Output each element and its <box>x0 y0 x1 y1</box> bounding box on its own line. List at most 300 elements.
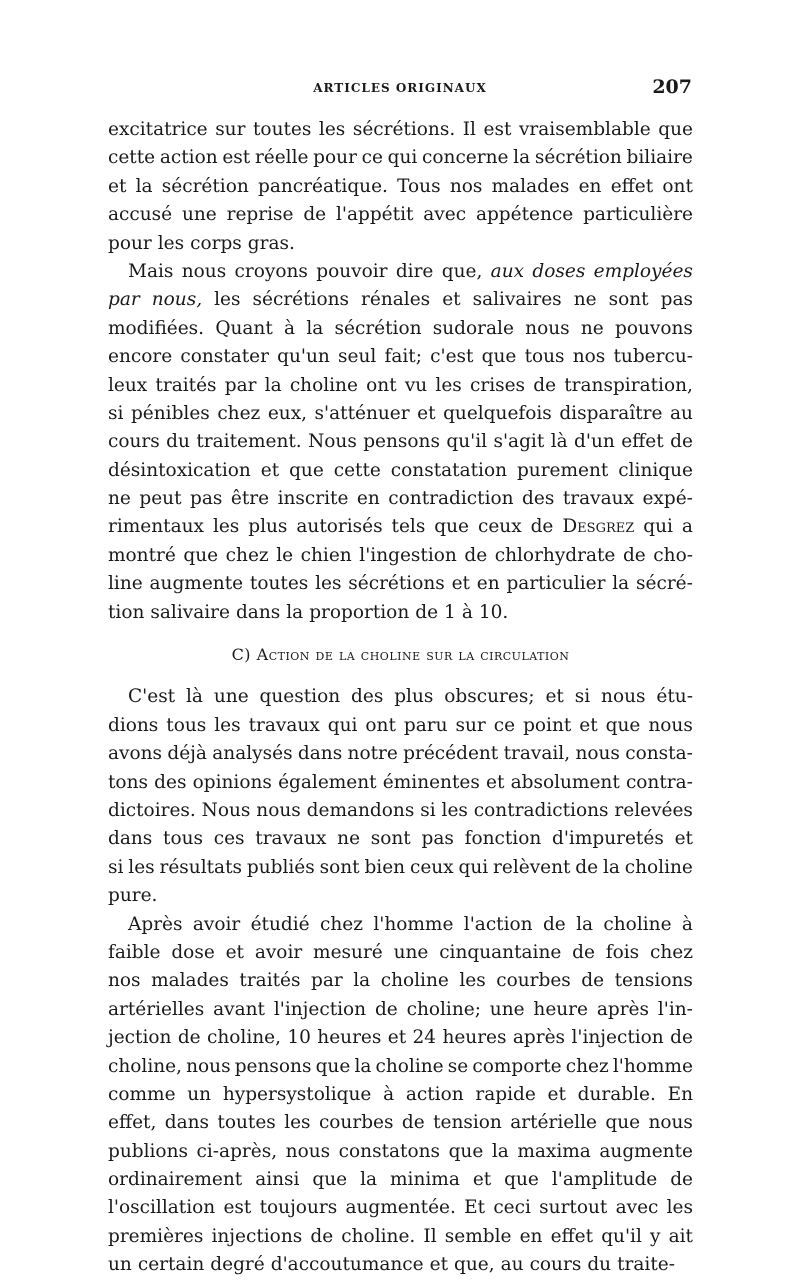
word: eux, <box>267 402 308 424</box>
word: ont <box>365 714 396 736</box>
paragraph-p3 <box>108 683 693 910</box>
text-line <box>108 769 693 797</box>
word: à <box>383 1083 395 1105</box>
word: 24 <box>412 1027 437 1049</box>
word: des <box>154 771 187 793</box>
word: que, <box>454 1254 495 1276</box>
word: contradictions <box>473 799 609 821</box>
word: être <box>230 488 270 510</box>
word: fois <box>605 941 640 963</box>
word: de <box>572 941 595 963</box>
word: par <box>108 289 140 311</box>
word: désintoxication <box>108 459 251 481</box>
word: durable. <box>577 1083 656 1105</box>
word: pensons <box>363 431 440 453</box>
word: des <box>351 686 384 708</box>
text-line <box>108 315 693 343</box>
word: comme <box>108 1083 176 1105</box>
paragraph-p1 <box>108 116 693 258</box>
word: 10 <box>287 1027 311 1049</box>
word: nous <box>181 260 227 282</box>
word: à <box>461 601 473 623</box>
word: de <box>530 516 554 538</box>
word: ce <box>361 147 383 169</box>
word: que <box>605 1112 641 1134</box>
word: quelquefois <box>443 402 552 424</box>
word: leux <box>108 374 148 396</box>
word: faible <box>108 941 161 963</box>
word: que <box>289 459 324 481</box>
word: toujours <box>259 1197 338 1219</box>
word: à <box>284 317 296 339</box>
word: qui <box>643 516 673 538</box>
word: travaux <box>255 828 327 850</box>
word: l'injection <box>571 1027 664 1049</box>
word: sur <box>215 119 246 140</box>
word: et <box>225 941 244 963</box>
word: fonction <box>464 828 542 850</box>
word: constatation <box>390 459 508 481</box>
word: modifiées. <box>108 317 205 339</box>
word: relevées <box>614 799 693 821</box>
word: pancréatique. <box>258 175 388 197</box>
word: artérielles <box>108 998 205 1020</box>
paragraph-p2 <box>108 258 693 627</box>
word: courbes <box>496 970 571 992</box>
word: salivaires <box>472 289 562 311</box>
word: ne <box>108 488 131 510</box>
word: chez <box>650 941 693 963</box>
text-line <box>108 286 693 314</box>
word: C'est <box>128 686 176 708</box>
word: travaux <box>248 714 320 736</box>
word: pouvoir <box>316 260 388 282</box>
word: que <box>504 1169 539 1191</box>
word: constatons <box>338 1140 441 1162</box>
word: dions <box>108 714 159 736</box>
word: rapide <box>475 1083 536 1105</box>
word: choline <box>624 856 693 878</box>
word: une <box>489 998 525 1020</box>
word: tons <box>108 771 148 793</box>
text-line <box>108 570 693 598</box>
word: question <box>259 686 341 708</box>
word: la <box>135 175 153 197</box>
text-line <box>108 1166 693 1194</box>
word: si <box>574 686 591 708</box>
text-line <box>108 1138 693 1166</box>
text-line <box>108 400 693 428</box>
word: se <box>447 1055 469 1077</box>
word: tels <box>391 516 426 538</box>
word: de <box>670 1027 693 1049</box>
word: un <box>187 1083 212 1105</box>
word: demandons <box>306 799 415 821</box>
word: autorisés <box>296 516 383 538</box>
word: que, <box>441 260 483 282</box>
text-line <box>108 258 693 286</box>
word: que <box>605 714 641 736</box>
word: avoir <box>254 941 303 963</box>
word: semble <box>444 1225 512 1247</box>
text-line <box>108 201 693 229</box>
word: le <box>276 544 294 566</box>
text-line <box>108 542 693 570</box>
word: cette <box>333 459 381 481</box>
word: concerne <box>422 147 509 169</box>
word: et <box>674 828 693 850</box>
word: nous, <box>151 289 203 311</box>
word: ordinairement <box>108 1169 243 1191</box>
word: après <box>512 1027 566 1049</box>
word: l'action <box>463 913 533 935</box>
word: et <box>417 402 436 424</box>
text-line <box>108 599 693 627</box>
word: étu- <box>656 686 693 708</box>
word: ont <box>366 374 397 396</box>
word: réelle <box>254 147 309 169</box>
word: pour <box>313 147 357 169</box>
word: de <box>533 374 557 396</box>
word: sur <box>455 714 486 736</box>
word: obscures; <box>444 686 535 708</box>
word: que <box>315 1055 351 1077</box>
word: contradiction <box>388 488 514 510</box>
word: traitement. <box>196 431 302 453</box>
word: l'in- <box>657 998 693 1020</box>
text-line <box>108 1251 693 1279</box>
word: action <box>405 1083 464 1105</box>
word: tensions <box>614 970 693 992</box>
word: purement <box>516 459 609 481</box>
word: ci-après, <box>196 1140 278 1162</box>
word: pénibles <box>130 402 210 424</box>
word: la <box>491 1140 509 1162</box>
word: effet <box>550 1225 594 1247</box>
word: toutes <box>217 1112 276 1134</box>
word: plus <box>394 686 434 708</box>
text-line <box>108 116 693 144</box>
word: Quant <box>215 317 273 339</box>
word: sont <box>370 828 411 850</box>
word: en <box>476 573 500 595</box>
word: l'homme <box>373 913 454 935</box>
word: de <box>310 1225 334 1247</box>
text-line <box>108 1024 693 1052</box>
page-number: 207 <box>652 76 692 98</box>
word: de <box>464 544 488 566</box>
word: minima <box>390 1169 460 1191</box>
text-line <box>108 513 693 541</box>
text-line <box>108 797 693 825</box>
word: nous <box>648 1112 693 1134</box>
text-line <box>108 457 693 485</box>
word: la <box>612 573 630 595</box>
article-body <box>108 116 693 1280</box>
word: que <box>312 1169 348 1191</box>
word: augmentée. <box>345 1197 456 1219</box>
word: que <box>481 346 517 368</box>
word: tension <box>433 1112 502 1134</box>
word: excitatrice <box>108 119 208 140</box>
word: toutes <box>253 119 312 140</box>
word: pure. <box>108 885 158 907</box>
word: pour <box>108 232 152 254</box>
word: dire <box>395 260 434 282</box>
word: pensons <box>234 1055 312 1077</box>
word: bien <box>364 856 406 878</box>
text-line <box>108 1223 693 1251</box>
word: dans <box>108 828 153 850</box>
word: point <box>523 714 572 736</box>
word: au <box>500 1254 524 1276</box>
word: que <box>448 1140 484 1162</box>
word: injections <box>211 1225 303 1247</box>
word: avons <box>108 743 163 765</box>
text-line <box>108 1194 693 1222</box>
word: que <box>658 119 693 140</box>
word: est <box>223 1197 252 1219</box>
word: relèvent <box>493 856 571 878</box>
word: s'agit <box>493 431 545 453</box>
word: de <box>415 601 439 623</box>
text-line <box>108 144 693 172</box>
word: traités <box>155 374 217 396</box>
word: gras. <box>247 232 295 254</box>
word: de <box>670 431 693 453</box>
word: accusé <box>108 204 173 226</box>
word: sécrétion <box>534 147 622 169</box>
word: choline. <box>341 1225 416 1247</box>
word: sont <box>608 289 649 311</box>
word: line <box>108 573 143 595</box>
word: vu <box>404 374 428 396</box>
word: hypersystolique <box>222 1083 372 1105</box>
word: ceci <box>493 1197 531 1219</box>
word: ceux <box>477 516 522 538</box>
word: nos <box>449 175 483 197</box>
text-line <box>108 1109 693 1137</box>
word: augmente <box>599 1140 693 1162</box>
word: si <box>108 856 124 878</box>
section-label: C) <box>231 645 257 665</box>
word: travaux <box>562 488 634 510</box>
word: qui <box>387 147 418 169</box>
word: disparaître <box>559 402 663 424</box>
word: tubercu- <box>613 346 693 368</box>
word: cette <box>108 147 156 169</box>
word: proportion <box>309 601 410 623</box>
word: Mais <box>128 260 174 282</box>
word: de <box>177 1027 201 1049</box>
word: effet <box>621 431 664 453</box>
word: et <box>429 1254 449 1276</box>
word: croyons <box>234 260 308 282</box>
word: analysés <box>212 743 293 765</box>
text-line <box>108 1053 693 1081</box>
word: dans <box>235 601 281 623</box>
word: la <box>264 374 282 396</box>
word: les <box>441 799 468 821</box>
word: la <box>513 147 531 169</box>
word: les <box>214 714 241 736</box>
word: traités <box>239 970 301 992</box>
word: la <box>306 317 324 339</box>
word: sécrétions <box>348 573 445 595</box>
word: l'homme <box>612 1055 693 1077</box>
word: tous <box>163 828 203 850</box>
word: sont <box>319 856 360 878</box>
word: courbes <box>318 1112 394 1134</box>
word: heures <box>317 1027 382 1049</box>
word: chlorhydrate <box>494 544 616 566</box>
word: à <box>681 913 693 935</box>
section-title: Action de la choline sur la circulation <box>256 645 570 665</box>
word: une <box>213 686 249 708</box>
word: étudié <box>250 913 310 935</box>
word: après <box>596 998 649 1020</box>
word: de <box>670 1169 693 1191</box>
word: ces <box>213 828 245 850</box>
word: avec <box>615 1197 659 1219</box>
word: nos <box>572 346 606 368</box>
word: et <box>547 1083 566 1105</box>
word: dose <box>171 941 215 963</box>
word: 1 <box>444 601 456 623</box>
word: publiés <box>246 856 315 878</box>
word: la <box>602 856 620 878</box>
word: chez <box>565 1055 609 1077</box>
word: du <box>166 431 190 453</box>
word: vraisemblable <box>518 119 651 140</box>
word: la <box>353 970 371 992</box>
word: contra- <box>625 771 693 793</box>
word: absolument <box>510 771 620 793</box>
word: tion <box>108 601 145 623</box>
word: pas <box>660 289 693 311</box>
word: c'est <box>430 346 474 368</box>
word: nous <box>575 743 620 765</box>
word: sécrétions <box>252 289 350 311</box>
word: sécré- <box>636 573 693 595</box>
word: Nous <box>308 431 357 453</box>
word: 10. <box>478 601 509 623</box>
word: ceux <box>409 856 454 878</box>
text-line <box>108 712 693 740</box>
word: En <box>667 1083 693 1105</box>
word: notre <box>347 743 398 765</box>
word: choline, <box>108 1055 182 1077</box>
section-heading <box>108 641 693 669</box>
word: aux <box>490 260 525 282</box>
word: de <box>575 856 599 878</box>
word: les <box>666 1197 693 1219</box>
word: dans <box>164 1112 210 1134</box>
word: qu'il <box>446 431 488 453</box>
word: et <box>442 289 461 311</box>
word: consta- <box>625 743 693 765</box>
word: travail, <box>503 743 571 765</box>
word: certain <box>137 1254 205 1276</box>
text-line <box>108 173 693 201</box>
word: pouvons <box>615 317 693 339</box>
word: et <box>472 1169 492 1191</box>
word: en <box>578 175 602 197</box>
word: avoir <box>192 913 241 935</box>
word: publions <box>108 1140 188 1162</box>
word: clinique <box>618 459 693 481</box>
word: Il <box>462 119 476 140</box>
word: de <box>303 204 327 226</box>
word: employées <box>593 260 693 282</box>
text-line <box>108 343 693 371</box>
text-line <box>108 683 693 711</box>
word: au <box>670 402 693 424</box>
word: nous <box>285 1140 331 1162</box>
word: sudorale <box>432 317 514 339</box>
text-line <box>108 428 693 456</box>
word: ne <box>337 828 361 850</box>
word: qu'il <box>601 1225 642 1247</box>
word: ne <box>573 289 597 311</box>
word: avec <box>423 204 467 226</box>
word: ce <box>493 714 516 736</box>
word: inscrite <box>277 488 349 510</box>
word: ont <box>662 175 693 197</box>
word: nous <box>186 1055 231 1077</box>
word: y <box>650 1225 661 1247</box>
word: jection <box>108 1027 172 1049</box>
word: d'impuretés <box>552 828 664 850</box>
word: a <box>681 516 693 538</box>
paragraph-p4 <box>108 911 693 1280</box>
word: qu'un <box>277 346 330 368</box>
word: transpiration, <box>564 374 693 396</box>
word: que <box>434 516 470 538</box>
word: opinions <box>192 771 272 793</box>
word: premières <box>108 1225 204 1247</box>
word: cho- <box>653 544 693 566</box>
word: encore <box>108 346 173 368</box>
word: et <box>579 714 598 736</box>
word: Tous <box>397 175 441 197</box>
word: montré <box>108 544 176 566</box>
word: la <box>286 601 304 623</box>
word: résultats <box>159 856 243 878</box>
word: déjà <box>167 743 207 765</box>
word: nous <box>256 799 301 821</box>
text-line <box>108 939 693 967</box>
word: et <box>108 175 127 197</box>
word: effet <box>610 175 654 197</box>
word: du <box>587 1254 612 1276</box>
word: biliaire <box>626 147 693 169</box>
word: fait; <box>384 346 422 368</box>
word: malades <box>151 970 229 992</box>
word: mesuré <box>313 941 383 963</box>
word: là <box>550 431 568 453</box>
word: les <box>212 516 240 538</box>
word: tous <box>524 346 565 368</box>
word: s'atténuer <box>314 402 410 424</box>
word: Et <box>464 1197 486 1219</box>
text-line <box>108 1081 693 1109</box>
word: précédent <box>403 743 499 765</box>
word: ne <box>580 317 604 339</box>
word: Il <box>423 1225 437 1247</box>
word: rénales <box>361 289 431 311</box>
word: expé- <box>642 488 693 510</box>
